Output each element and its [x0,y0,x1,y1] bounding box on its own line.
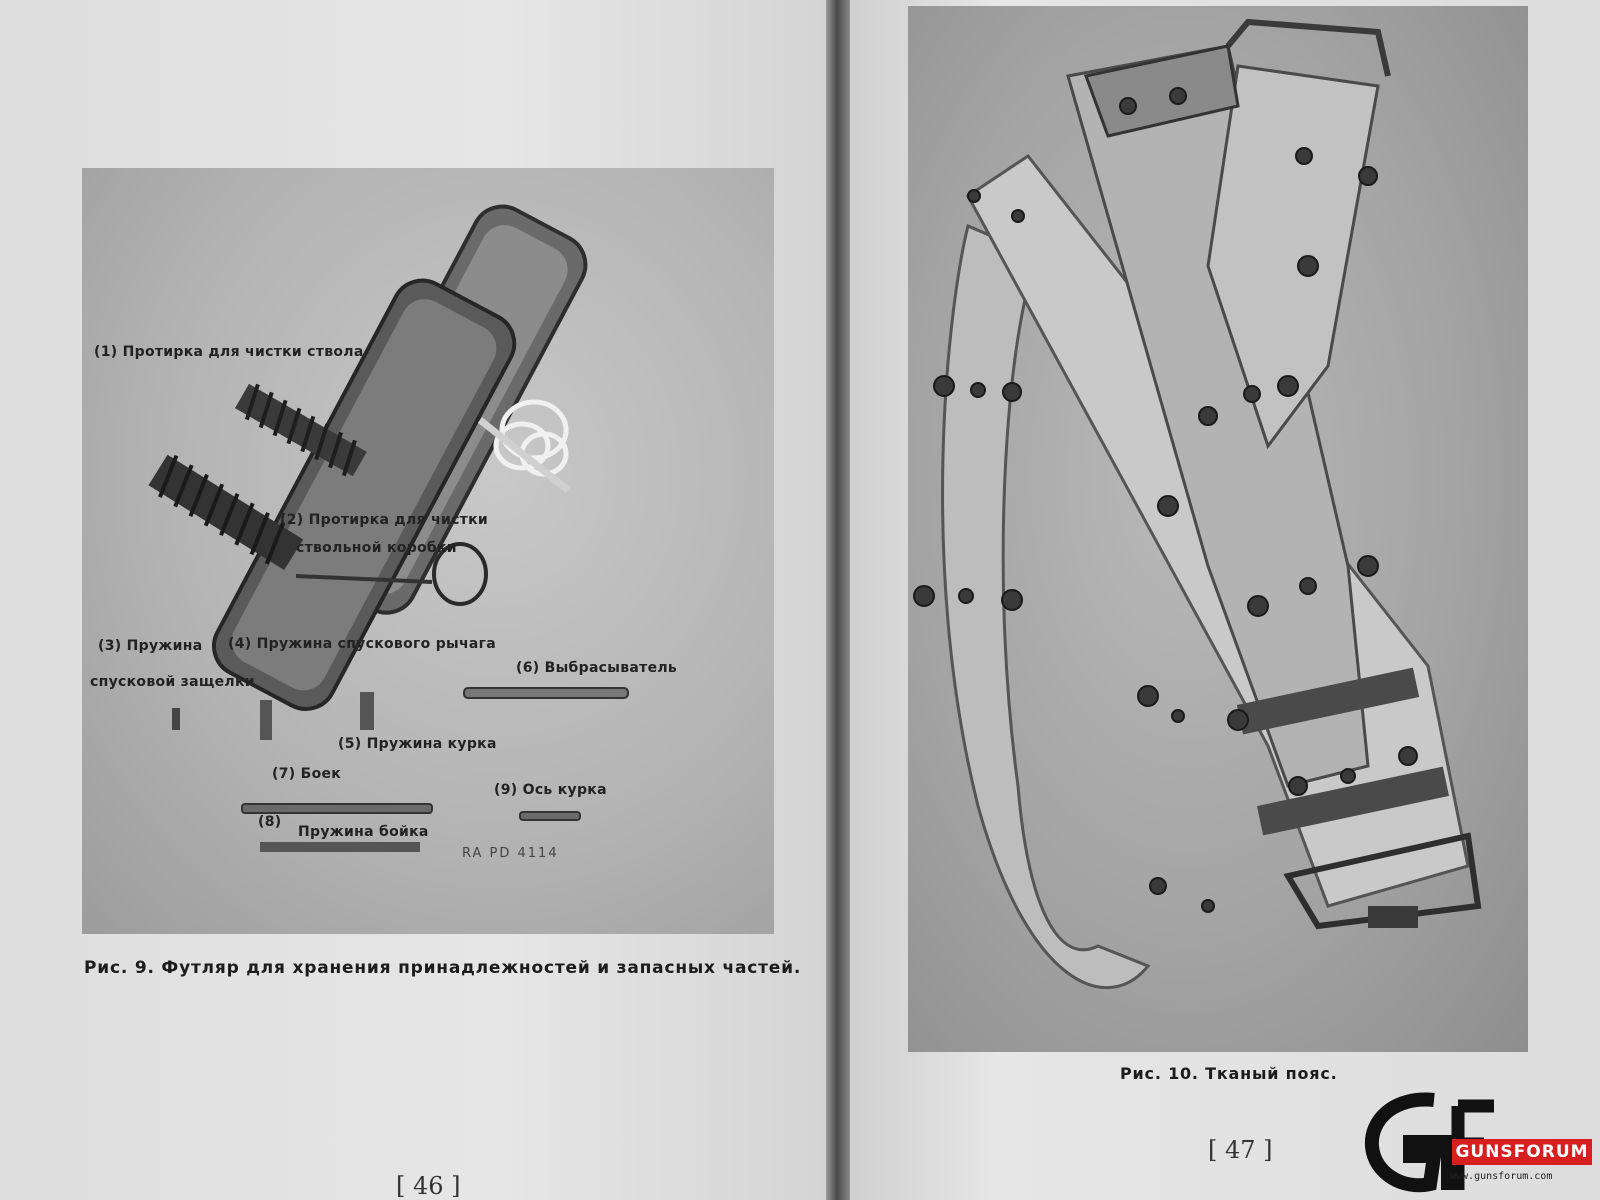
book-gutter [826,0,850,1200]
label-6: (6) Выбрасыватель [516,660,678,676]
figure-9-photo [82,168,774,934]
hammer-spring [360,692,374,730]
figure-10-illustration [908,6,1528,1052]
label-1: (1) Протирка для чистки ствола [94,344,364,360]
case-base [203,270,524,720]
page-number-left: [ 46 ] [396,1172,461,1200]
label-3b: спусковой защелки [90,674,255,690]
label-8: Пружина бойка [298,824,429,840]
label-8-number: (8) [258,814,282,830]
ejector [464,688,628,698]
gunsforum-band: GUNSFORUM [1452,1139,1592,1165]
belt-hook-tab [1368,906,1418,928]
figure-9-caption: Рис. 9. Футляр для хранения принадлежностей и запасных частей. [84,958,802,978]
ra-pd-stamp: RA PD 4114 [462,846,559,861]
trigger-lever-spring [260,700,272,740]
figure-10-photo [908,6,1528,1052]
firing-pin-spring [260,842,420,852]
firing-pin [242,804,432,813]
trigger-latch-spring [172,708,180,730]
label-3a: (3) Пружина [98,638,203,654]
gunsforum-url: www.gunsforum.com [1450,1171,1553,1182]
label-4: (4) Пружина спускового рычага [228,636,497,652]
hammer-pin [520,812,580,820]
label-5: (5) Пружина курка [338,736,497,752]
page-number-right: [ 47 ] [1208,1136,1273,1164]
label-9: (9) Ось курка [494,782,607,798]
label-2b: ствольной коробки [296,540,457,556]
figure-10-caption: Рис. 10. Тканый пояс. [1120,1064,1338,1083]
label-2a: (2) Протирка для чистки [280,512,489,528]
label-7: (7) Боек [272,766,342,782]
